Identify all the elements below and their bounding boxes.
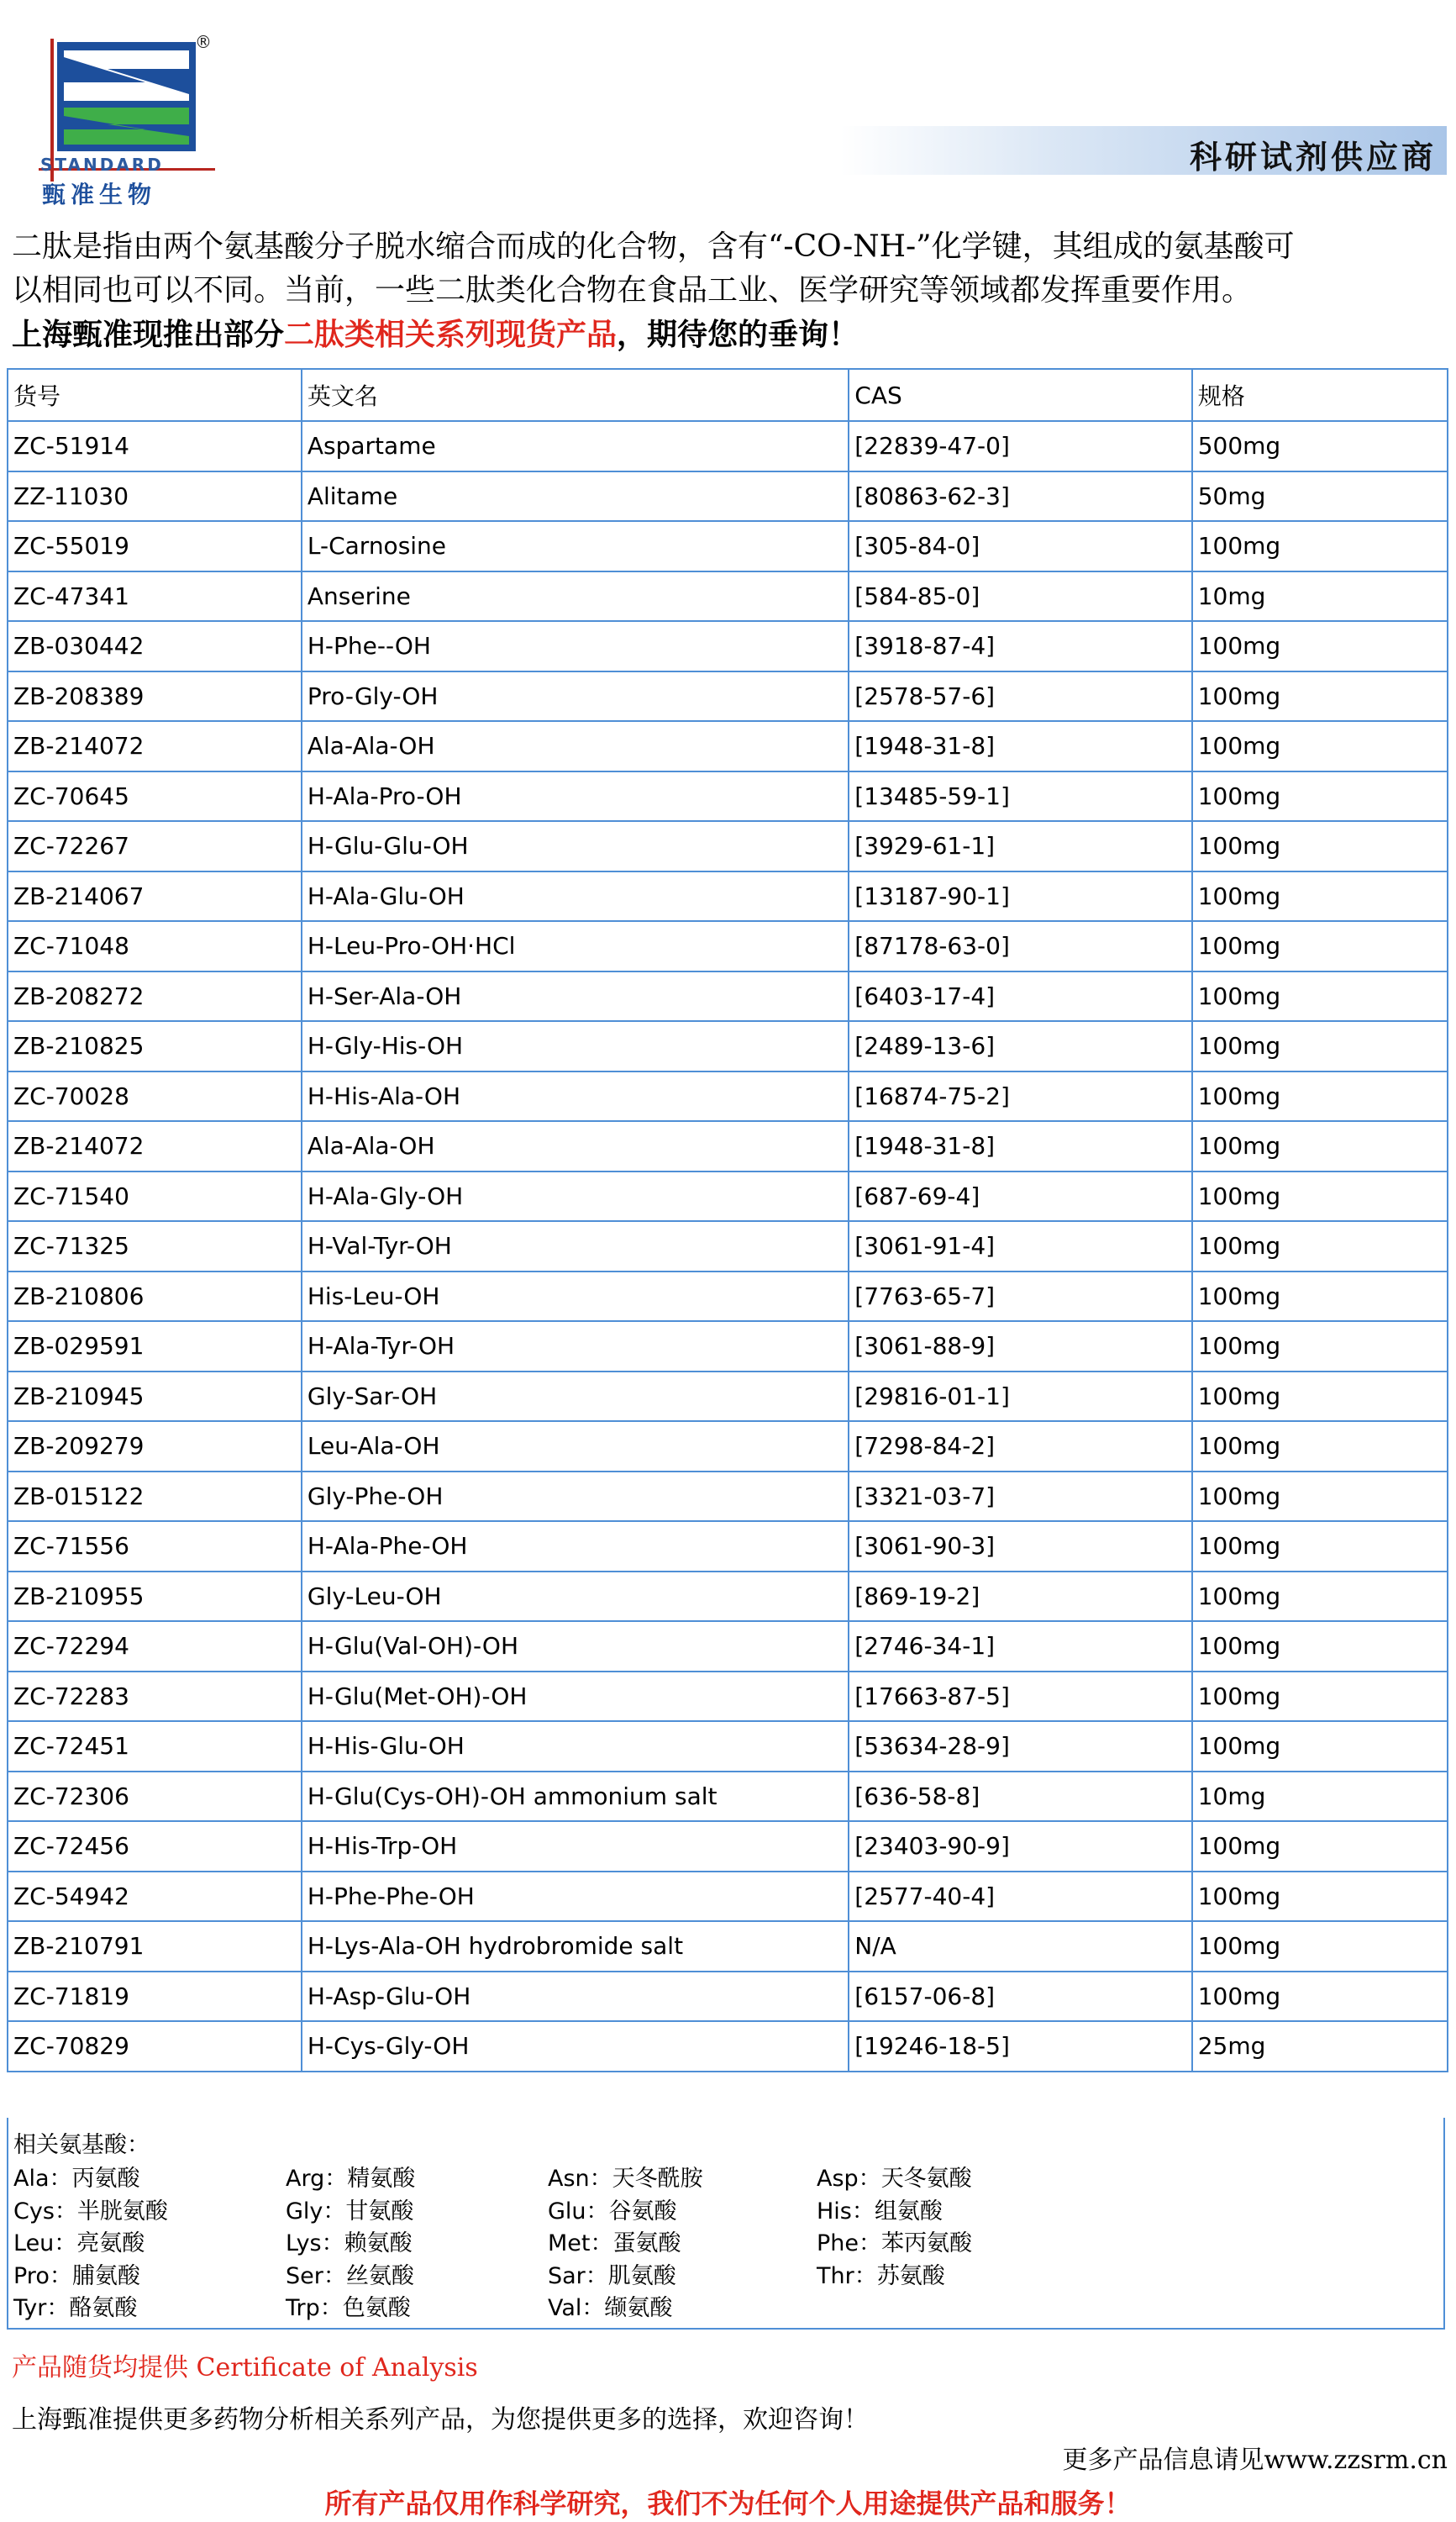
- table-row: [8, 821, 1448, 871]
- amino-acid-cn-name: 酪氨酸: [69, 2295, 138, 2321]
- cell-spec: 50mg: [1192, 471, 1448, 522]
- amino-acid-cn-name: 亮氨酸: [76, 2230, 145, 2256]
- cell-catalog-no: ZB-214067: [8, 871, 302, 922]
- cell-english-name: H-Asp-Glu-OH: [302, 1972, 849, 2022]
- intro-paragraph: [12, 225, 1448, 356]
- amino-acid-abbr: Phe：: [817, 2230, 882, 2256]
- amino-acid-abbr: Arg：: [286, 2166, 348, 2192]
- table-row: [8, 1372, 1448, 1422]
- cell-english-name: Gly-Phe-OH: [302, 1472, 849, 1522]
- cell-cas: [16874-75-2]: [849, 1071, 1191, 1122]
- cell-cas: [13187-90-1]: [849, 871, 1191, 922]
- cell-cas: [23403-90-9]: [849, 1821, 1191, 1872]
- intro-highlight: 二肽类相关系列现货产品: [284, 317, 618, 352]
- cell-cas: [2746-34-1]: [849, 1621, 1191, 1672]
- cell-english-name: H-Ala-Pro-OH: [302, 771, 849, 822]
- cell-cas: N/A: [849, 1921, 1191, 1972]
- cell-cas: [13485-59-1]: [849, 771, 1191, 822]
- cell-catalog-no: ZC-72456: [8, 1821, 302, 1872]
- table-header-row: [8, 369, 1448, 421]
- cell-spec: 100mg: [1192, 1572, 1448, 1622]
- cell-spec: 100mg: [1192, 1721, 1448, 1772]
- website-link[interactable]: 更多产品信息请见www.zzsrm.cn: [1062, 2446, 1448, 2475]
- amino-acid-abbr: Glu：: [548, 2198, 609, 2225]
- amino-acid-abbr: Ser：: [286, 2262, 346, 2289]
- cell-catalog-no: ZB-015122: [8, 1472, 302, 1522]
- table-row: [8, 1472, 1448, 1522]
- cell-cas: [29816-01-1]: [849, 1372, 1191, 1422]
- intro-line-3-start: 上海甄准现推出部分: [12, 317, 285, 352]
- amino-acid-cn-name: 苏氨酸: [876, 2262, 945, 2289]
- cell-spec: 100mg: [1192, 1171, 1448, 1222]
- cell-english-name: H-Gly-His-OH: [302, 1021, 849, 1071]
- cell-catalog-no: ZB-210825: [8, 1021, 302, 1071]
- cell-catalog-no: ZB-030442: [8, 621, 302, 671]
- table-row: [8, 921, 1448, 971]
- logo-company-name: 甄准生物: [42, 181, 157, 208]
- cell-english-name: H-Glu(Val-OH)-OH: [302, 1621, 849, 1672]
- amino-acid-abbr: Asp：: [817, 2166, 881, 2192]
- cell-catalog-no: ZB-210791: [8, 1921, 302, 1972]
- cell-english-name: H-Val-Tyr-OH: [302, 1221, 849, 1272]
- amino-acid-entry: [13, 2225, 145, 2257]
- table-row: [8, 1421, 1448, 1472]
- cell-cas: [3061-91-4]: [849, 1221, 1191, 1272]
- cell-english-name: H-Lys-Ala-OH hydrobromide salt: [302, 1921, 849, 1972]
- cell-spec: 100mg: [1192, 1621, 1448, 1672]
- cell-spec: 100mg: [1192, 871, 1448, 922]
- amino-acid-abbr: Thr：: [817, 2262, 877, 2289]
- cell-catalog-no: ZB-208389: [8, 671, 302, 722]
- cell-english-name: H-His-Ala-OH: [302, 1071, 849, 1122]
- amino-acid-cn-name: 赖氨酸: [344, 2230, 413, 2256]
- amino-acid-abbr: Met：: [548, 2230, 613, 2256]
- header-catalog-no: 货号: [8, 369, 302, 421]
- amino-acid-abbr: Lys：: [286, 2230, 344, 2256]
- table-row: [8, 1621, 1448, 1672]
- table-row: [8, 1972, 1448, 2022]
- amino-acid-abbr: Sar：: [548, 2262, 608, 2289]
- cell-english-name: H-Ala-Phe-OH: [302, 1521, 849, 1572]
- cell-english-name: Gly-Sar-OH: [302, 1372, 849, 1422]
- amino-acid-cn-name: 丝氨酸: [345, 2262, 414, 2289]
- more-products-note: 上海甄准提供更多药物分析相关系列产品，为您提供更多的选择，欢迎咨询！: [12, 2405, 869, 2435]
- cell-spec: 100mg: [1192, 1521, 1448, 1572]
- cell-catalog-no: ZC-71325: [8, 1221, 302, 1272]
- cell-english-name: H-Phe-Phe-OH: [302, 1872, 849, 1922]
- coa-note: 产品随货均提供 Certificate of Analysis: [12, 2353, 478, 2382]
- table-row: [8, 471, 1448, 522]
- amino-acid-cn-name: 甘氨酸: [345, 2198, 414, 2225]
- cell-cas: [17663-87-5]: [849, 1672, 1191, 1722]
- table-row: [8, 1121, 1448, 1171]
- cell-english-name: L-Carnosine: [302, 521, 849, 571]
- cell-spec: 100mg: [1192, 1321, 1448, 1372]
- amino-acid-entry: [286, 2225, 413, 2257]
- intro-line-2: 以相同也可以不同。当前，一些二肽类化合物在食品工业、医学研究等领域都发挥重要作用。: [12, 273, 1253, 308]
- amino-acid-cn-name: 苯丙氨酸: [881, 2230, 973, 2256]
- cell-catalog-no: ZC-70645: [8, 771, 302, 822]
- cell-english-name: Aspartame: [302, 421, 849, 471]
- table-row: [8, 971, 1448, 1022]
- table-row: [8, 1721, 1448, 1772]
- cell-catalog-no: ZB-210955: [8, 1572, 302, 1622]
- cell-spec: 100mg: [1192, 971, 1448, 1022]
- cell-english-name: H-Ala-Glu-OH: [302, 871, 849, 922]
- legend-title: 相关氨基酸：: [13, 2132, 150, 2158]
- amino-acid-cn-name: 脯氨酸: [71, 2262, 140, 2289]
- table-row: [8, 1171, 1448, 1222]
- amino-acid-entry: [817, 2225, 972, 2257]
- cell-cas: [3321-03-7]: [849, 1472, 1191, 1522]
- cell-cas: [687-69-4]: [849, 1171, 1191, 1222]
- cell-english-name: H-Ala-Tyr-OH: [302, 1321, 849, 1372]
- amino-acid-abbr: Ala：: [13, 2166, 72, 2192]
- cell-english-name: Leu-Ala-OH: [302, 1421, 849, 1472]
- amino-acid-entry: [286, 2257, 414, 2290]
- amino-acid-cn-name: 组氨酸: [874, 2198, 943, 2225]
- cell-cas: [584-85-0]: [849, 571, 1191, 622]
- cell-cas: [6403-17-4]: [849, 971, 1191, 1022]
- table-row: [8, 1921, 1448, 1972]
- disclaimer: 所有产品仅用作科学研究，我们不为任何个人用途提供产品和服务！: [324, 2488, 1132, 2519]
- cell-cas: [3929-61-1]: [849, 821, 1191, 871]
- cell-cas: [80863-62-3]: [849, 471, 1191, 522]
- amino-acid-cn-name: 蛋氨酸: [612, 2230, 681, 2256]
- cell-english-name: Anserine: [302, 571, 849, 622]
- cell-cas: [6157-06-8]: [849, 1972, 1191, 2022]
- cell-cas: [87178-63-0]: [849, 921, 1191, 971]
- table-row: [8, 871, 1448, 922]
- product-table: [7, 368, 1448, 2072]
- table-row: [8, 1272, 1448, 1322]
- cell-cas: [2578-57-6]: [849, 671, 1191, 722]
- company-logo: [24, 27, 212, 208]
- banner-title: 科研试剂供应商: [1189, 138, 1437, 176]
- table-row: [8, 1872, 1448, 1922]
- cell-spec: 100mg: [1192, 1872, 1448, 1922]
- cell-catalog-no: ZB-209279: [8, 1421, 302, 1472]
- cell-cas: [869-19-2]: [849, 1572, 1191, 1622]
- amino-acid-entry: [817, 2193, 943, 2225]
- cell-english-name: H-His-Glu-OH: [302, 1721, 849, 1772]
- cell-cas: [636-58-8]: [849, 1772, 1191, 1822]
- amino-acid-cn-name: 半胱氨酸: [76, 2198, 168, 2225]
- amino-acid-abbr: Tyr：: [13, 2295, 70, 2321]
- cell-spec: 100mg: [1192, 1972, 1448, 2022]
- cell-spec: 100mg: [1192, 1372, 1448, 1422]
- amino-acid-abbr: Val：: [548, 2295, 605, 2321]
- amino-acid-abbr: Pro：: [13, 2262, 72, 2289]
- cell-catalog-no: ZC-71556: [8, 1521, 302, 1572]
- table-row: [8, 1572, 1448, 1622]
- cell-english-name: H-Glu(Met-OH)-OH: [302, 1672, 849, 1722]
- cell-english-name: His-Leu-OH: [302, 1272, 849, 1322]
- cell-cas: [19246-18-5]: [849, 2021, 1191, 2072]
- table-row: [8, 1821, 1448, 1872]
- cell-english-name: H-Glu-Glu-OH: [302, 821, 849, 871]
- table-row: [8, 1221, 1448, 1272]
- cell-english-name: Alitame: [302, 471, 849, 522]
- cell-spec: 100mg: [1192, 721, 1448, 771]
- cell-catalog-no: ZC-47341: [8, 571, 302, 622]
- cell-english-name: H-Glu(Cys-OH)-OH ammonium salt: [302, 1772, 849, 1822]
- cell-spec: 500mg: [1192, 421, 1448, 471]
- amino-acid-entry: [286, 2289, 411, 2322]
- cell-english-name: H-Phe--OH: [302, 621, 849, 671]
- amino-acid-entry: [13, 2289, 137, 2322]
- amino-acid-abbr: Leu：: [13, 2230, 77, 2256]
- cell-spec: 100mg: [1192, 1921, 1448, 1972]
- header-english-name: 英文名: [302, 369, 849, 421]
- cell-spec: 100mg: [1192, 1421, 1448, 1472]
- cell-spec: 10mg: [1192, 1772, 1448, 1822]
- cell-spec: 100mg: [1192, 1821, 1448, 1872]
- table-row: [8, 1321, 1448, 1372]
- header-banner: [840, 126, 1447, 175]
- cell-cas: [53634-28-9]: [849, 1721, 1191, 1772]
- amino-acid-abbr: Trp：: [286, 2295, 343, 2321]
- cell-english-name: H-Leu-Pro-OH·HCl: [302, 921, 849, 971]
- cell-catalog-no: ZC-70829: [8, 2021, 302, 2072]
- cell-catalog-no: ZC-70028: [8, 1071, 302, 1122]
- amino-acid-cn-name: 肌氨酸: [607, 2262, 676, 2289]
- cell-english-name: Gly-Leu-OH: [302, 1572, 849, 1622]
- cell-cas: [3061-90-3]: [849, 1521, 1191, 1572]
- zz-logo-icon: [57, 42, 196, 151]
- cell-english-name: Ala-Ala-OH: [302, 721, 849, 771]
- intro-line-1: 二肽是指由两个氨基酸分子脱水缩合而成的化合物，含有“-CO-NH-”化学键，其组成的氨基酸可: [12, 229, 1295, 264]
- cell-cas: [3918-87-4]: [849, 621, 1191, 671]
- cell-catalog-no: ZB-214072: [8, 1121, 302, 1171]
- header-spec: 规格: [1192, 369, 1448, 421]
- amino-acid-entry: [13, 2257, 140, 2290]
- cell-catalog-no: ZB-029591: [8, 1321, 302, 1372]
- cell-spec: 100mg: [1192, 1121, 1448, 1171]
- cell-cas: [2489-13-6]: [849, 1021, 1191, 1071]
- amino-acid-entry: [286, 2193, 413, 2225]
- table-row: [8, 771, 1448, 822]
- cell-cas: [7298-84-2]: [849, 1421, 1191, 1472]
- cell-catalog-no: ZC-71048: [8, 921, 302, 971]
- cell-cas: [2577-40-4]: [849, 1872, 1191, 1922]
- amino-acid-entry: [548, 2160, 703, 2193]
- amino-acid-abbr: Asn：: [548, 2166, 612, 2192]
- cell-spec: 100mg: [1192, 1071, 1448, 1122]
- table-body: [8, 421, 1448, 2072]
- table-row: [8, 1521, 1448, 1572]
- amino-acid-cn-name: 色氨酸: [342, 2295, 411, 2321]
- cell-cas: [305-84-0]: [849, 521, 1191, 571]
- intro-line-3-end: ，期待您的垂询！: [617, 317, 859, 352]
- table-row: [8, 2021, 1448, 2072]
- cell-catalog-no: ZC-54942: [8, 1872, 302, 1922]
- cell-english-name: H-Ala-Gly-OH: [302, 1171, 849, 1222]
- header-cas: CAS: [849, 369, 1191, 421]
- cell-english-name: Ala-Ala-OH: [302, 1121, 849, 1171]
- amino-acid-entry: [548, 2289, 672, 2322]
- cell-catalog-no: ZB-214072: [8, 721, 302, 771]
- table-row: [8, 1021, 1448, 1071]
- table-row: [8, 421, 1448, 471]
- amino-acid-cn-name: 天冬氨酸: [880, 2166, 972, 2192]
- cell-catalog-no: ZC-72294: [8, 1621, 302, 1672]
- cell-catalog-no: ZC-72451: [8, 1721, 302, 1772]
- amino-acid-cn-name: 缬氨酸: [604, 2295, 673, 2321]
- amino-acid-cn-name: 丙氨酸: [71, 2166, 140, 2192]
- cell-spec: 10mg: [1192, 571, 1448, 622]
- cell-catalog-no: ZB-210806: [8, 1272, 302, 1322]
- cell-spec: 25mg: [1192, 2021, 1448, 2072]
- cell-english-name: H-His-Trp-OH: [302, 1821, 849, 1872]
- cell-spec: 100mg: [1192, 521, 1448, 571]
- cell-english-name: H-Ser-Ala-OH: [302, 971, 849, 1022]
- cell-catalog-no: ZC-51914: [8, 421, 302, 471]
- amino-acid-entry: [548, 2225, 681, 2257]
- table-row: [8, 571, 1448, 622]
- cell-spec: 100mg: [1192, 1672, 1448, 1722]
- amino-acid-abbr: Cys：: [13, 2198, 77, 2225]
- cell-english-name: Pro-Gly-OH: [302, 671, 849, 722]
- cell-catalog-no: ZC-72267: [8, 821, 302, 871]
- table-row: [8, 1672, 1448, 1722]
- amino-acid-entry: [548, 2257, 676, 2290]
- amino-acid-cn-name: 谷氨酸: [608, 2198, 677, 2225]
- amino-acid-abbr: His：: [817, 2198, 875, 2225]
- registered-mark: ®: [195, 32, 212, 52]
- logo-standard-text: STANDARD: [40, 155, 164, 175]
- cell-catalog-no: ZC-72283: [8, 1672, 302, 1722]
- cell-cas: [3061-88-9]: [849, 1321, 1191, 1372]
- cell-cas: [22839-47-0]: [849, 421, 1191, 471]
- amino-acid-entry: [817, 2160, 972, 2193]
- amino-acid-cn-name: 天冬酰胺: [612, 2166, 703, 2192]
- cell-spec: 100mg: [1192, 771, 1448, 822]
- amino-acid-entry: [13, 2193, 168, 2225]
- cell-catalog-no: ZB-208272: [8, 971, 302, 1022]
- cell-catalog-no: ZZ-11030: [8, 471, 302, 522]
- amino-acid-entry: [13, 2160, 140, 2193]
- table-row: [8, 621, 1448, 671]
- table-row: [8, 521, 1448, 571]
- amino-acid-abbr: Gly：: [286, 2198, 346, 2225]
- cell-spec: 100mg: [1192, 671, 1448, 722]
- cell-spec: 100mg: [1192, 921, 1448, 971]
- cell-cas: [1948-31-8]: [849, 1121, 1191, 1171]
- amino-acid-entry: [817, 2257, 945, 2290]
- cell-spec: 100mg: [1192, 821, 1448, 871]
- cell-spec: 100mg: [1192, 1472, 1448, 1522]
- cell-catalog-no: ZC-71540: [8, 1171, 302, 1222]
- cell-catalog-no: ZC-55019: [8, 521, 302, 571]
- cell-spec: 100mg: [1192, 1272, 1448, 1322]
- intro-line-3: [12, 313, 1448, 356]
- cell-cas: [1948-31-8]: [849, 721, 1191, 771]
- table-row: [8, 1071, 1448, 1122]
- table-row: [8, 721, 1448, 771]
- cell-english-name: H-Cys-Gly-OH: [302, 2021, 849, 2072]
- table-row: [8, 671, 1448, 722]
- cell-catalog-no: ZC-71819: [8, 1972, 302, 2022]
- cell-cas: [7763-65-7]: [849, 1272, 1191, 1322]
- amino-acid-cn-name: 精氨酸: [347, 2166, 416, 2192]
- cell-spec: 100mg: [1192, 1021, 1448, 1071]
- cell-spec: 100mg: [1192, 1221, 1448, 1272]
- table-row: [8, 1772, 1448, 1822]
- cell-catalog-no: ZB-210945: [8, 1372, 302, 1422]
- cell-catalog-no: ZC-72306: [8, 1772, 302, 1822]
- amino-acid-entry: [286, 2160, 415, 2193]
- amino-acid-legend: [7, 2118, 1445, 2330]
- cell-spec: 100mg: [1192, 621, 1448, 671]
- amino-acid-entry: [548, 2193, 677, 2225]
